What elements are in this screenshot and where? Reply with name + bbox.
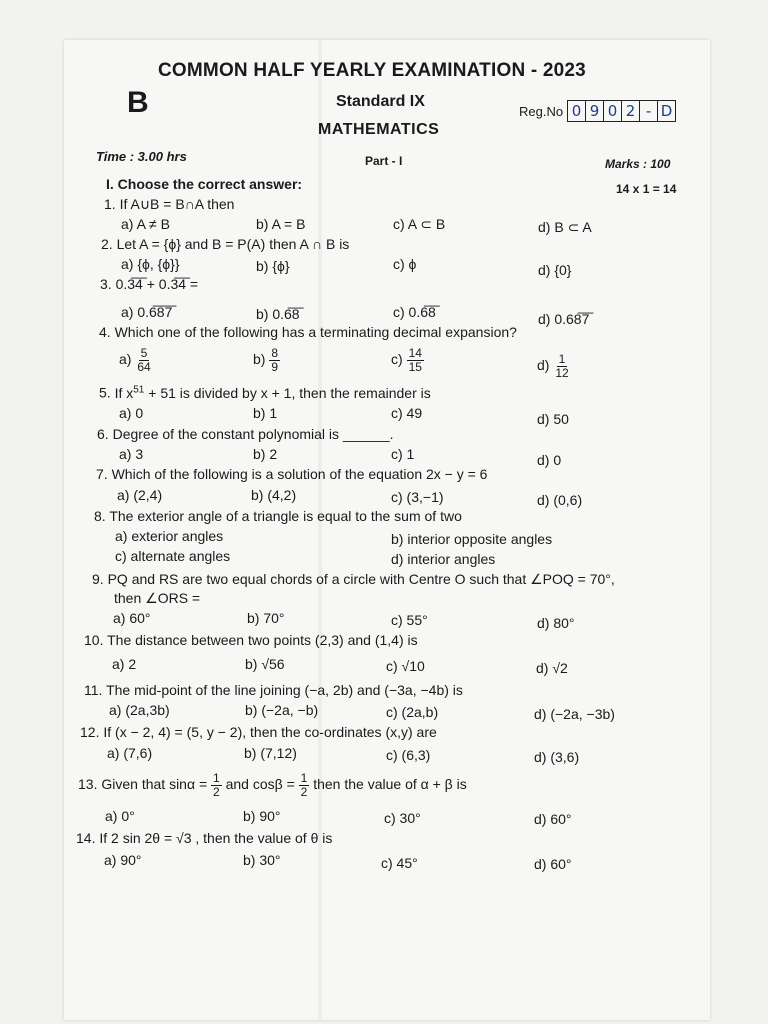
option-b: b) 30° [243, 852, 281, 868]
option-label: a) [119, 351, 132, 368]
question-text: Which one of the following has a terminating decimal expansion? [114, 324, 517, 340]
option-d: d) B ⊂ A [538, 219, 592, 235]
option-b: b) √56 [245, 656, 285, 672]
option-d: d) 50 [537, 411, 569, 427]
marks-label: Marks : 100 [605, 157, 671, 171]
option-a: a) (2,4) [117, 487, 163, 503]
option-b: b) (7,12) [244, 745, 297, 761]
option-d: d) interior angles [391, 551, 496, 567]
question-text: The mid-point of the line joining (−a, 2b) and (−3a, −4b) is [106, 682, 463, 698]
option-a: a) exterior angles [115, 528, 224, 544]
question-number: 6. [97, 426, 109, 442]
option-a: a) (2a,3b) [109, 702, 170, 718]
question-number: 8. [94, 508, 106, 524]
question-3 [100, 276, 198, 292]
option-a: a) {ϕ, {ϕ}} [121, 256, 180, 272]
question-5 [99, 384, 431, 401]
question-text: Let A = {ϕ} and B = P(A) then A ∩ B is [116, 236, 350, 252]
option-c: c) (3,−1) [391, 489, 444, 505]
option-c: c) 49 [391, 405, 423, 421]
question-number: 2. [101, 236, 113, 252]
option-c: c) √10 [386, 658, 425, 674]
question-7 [96, 466, 487, 482]
exam-title: COMMON HALF YEARLY EXAMINATION - 2023 [158, 60, 586, 81]
question-text: PQ and RS are two equal chords of a circle with Centre O such that ∠POQ = 70°, [107, 571, 615, 587]
option-b: b) 2 [253, 446, 278, 462]
reg-digit: 2 [622, 101, 640, 121]
question-set-label: B [127, 86, 149, 119]
question-9 [92, 571, 615, 588]
question-number: 7. [96, 466, 108, 482]
reg-no-boxes [567, 100, 676, 122]
question-number: 10. [84, 632, 104, 648]
denominator: 12 [555, 366, 569, 380]
option-c: c) (2a,b) [386, 704, 439, 720]
option-b: b) 70° [247, 610, 285, 626]
reg-digit: 0 [568, 101, 586, 121]
question-14 [76, 830, 332, 846]
denominator: 64 [137, 360, 151, 374]
reg-digit: D [660, 102, 673, 120]
paper-crease [318, 40, 322, 1020]
question-number: 14. [76, 830, 96, 846]
question-number: 3. [100, 276, 112, 292]
option-c: c) 1 [391, 446, 415, 462]
option-b: b) 90° [243, 808, 281, 824]
option-b: b) 0.6̅8̅ [256, 306, 300, 322]
option-d: d) (−2a, −3b) [534, 706, 615, 722]
numerator: 8 [271, 346, 279, 360]
option-a: a) (7,6) [107, 745, 153, 761]
option-b [253, 347, 280, 374]
numerator: 1 [213, 771, 220, 785]
question-text: If 2 sin 2θ = √3 , then the value of θ is [99, 830, 333, 846]
option-b: b) {ϕ} [256, 258, 290, 274]
standard-label: Standard IX [336, 93, 425, 110]
option-label: d) [537, 357, 550, 374]
option-c: c) 55° [391, 612, 428, 628]
question-text: If A∪B = B∩A then [119, 196, 235, 212]
option-c: c) 0.6̅8̅ [393, 304, 436, 320]
option-b: b) (4,2) [251, 487, 297, 503]
subject-title: MATHEMATICS [318, 121, 440, 138]
fraction [135, 347, 152, 374]
option-b: b) 1 [253, 405, 278, 421]
question-text: The exterior angle of a triangle is equal to the sum of two [109, 508, 462, 524]
question-number: 1. [104, 196, 116, 212]
question-10 [84, 632, 418, 648]
section-marks: 14 x 1 = 14 [616, 182, 677, 196]
question-6 [97, 426, 394, 442]
option-d: d) {0} [538, 262, 572, 278]
option-d: d) √2 [536, 660, 568, 676]
numerator: 1 [558, 352, 566, 366]
option-c: c) 30° [384, 810, 421, 826]
numerator: 1 [300, 771, 308, 785]
time-label: Time : 3.00 hrs [96, 149, 187, 164]
question-text: The distance between two points (2,3) and (1,4) is [107, 632, 418, 648]
option-d: d) (0,6) [537, 492, 583, 508]
exponent: 51 [133, 384, 145, 395]
question-number: 11. [84, 682, 103, 698]
numerator: 5 [140, 346, 148, 360]
option-d: d) (3,6) [534, 749, 580, 765]
option-a: a) A ≠ B [121, 216, 170, 232]
option-d: d) 60° [534, 856, 572, 872]
question-number: 4. [99, 324, 111, 340]
option-d: d) 0.68̅7̅ [538, 311, 590, 327]
option-d [537, 353, 571, 380]
fraction [211, 772, 222, 799]
option-c: c) alternate angles [115, 548, 231, 564]
question-8 [94, 508, 462, 524]
option-c: c) (6,3) [386, 747, 431, 763]
question-number: 13. [78, 776, 98, 793]
reg-no-label: Reg.No [519, 103, 564, 119]
text-part: + 51 is divided by x + 1, then the remainder is [144, 384, 431, 401]
question-11 [84, 682, 463, 698]
reg-digit: 9 [586, 101, 604, 121]
option-c: c) 45° [381, 855, 418, 871]
numerator: 14 [408, 346, 422, 360]
option-b: b) interior opposite angles [391, 531, 553, 547]
question-12 [80, 724, 437, 740]
question-13 [78, 772, 467, 799]
section-title: I. Choose the correct answer: [106, 176, 303, 192]
option-c [391, 347, 424, 374]
question-1 [104, 196, 234, 213]
question-9-continued: then ∠ORS = [114, 590, 201, 606]
option-a: a) 60° [113, 610, 151, 626]
question-text-b: and cosβ = [225, 776, 295, 793]
question-text-c: then the value of α + β is [313, 776, 467, 793]
option-label: b) [253, 351, 266, 368]
option-b: b) A = B [256, 216, 306, 232]
question-text: Degree of the constant polynomial is ______. [112, 426, 394, 442]
reg-no-field [519, 100, 676, 122]
question-number: 12. [80, 724, 100, 740]
question-text: If (x − 2, 4) = (5, y − 2), then the co-ordinates (x,y) are [103, 724, 437, 740]
reg-digit: 0 [604, 101, 622, 121]
denominator: 15 [408, 360, 422, 374]
fraction [407, 347, 424, 374]
question-4 [99, 324, 517, 340]
option-d: d) 80° [537, 615, 575, 631]
option-c: c) A ⊂ B [393, 216, 446, 232]
option-a: a) 0.6̅8̅7̅ [121, 304, 173, 320]
option-a: a) 90° [104, 852, 142, 868]
question-number: 9. [92, 571, 104, 587]
option-a [119, 347, 153, 374]
option-b: b) (−2a, −b) [245, 702, 319, 718]
option-a: a) 3 [119, 446, 144, 462]
fraction [299, 772, 310, 799]
fraction [553, 353, 570, 380]
denominator: 9 [271, 360, 279, 374]
question-text [115, 385, 431, 401]
denominator: 2 [300, 785, 308, 799]
question-text-a: Given that sinα = [101, 776, 208, 793]
question-text: Which of the following is a solution of the equation 2x − y = 6 [111, 466, 488, 482]
question-number: 5. [99, 384, 111, 401]
question-text: 0.3̅4̅ + 0.3̅4̅ = [115, 276, 199, 292]
option-a: a) 0 [119, 405, 144, 421]
question-2 [101, 236, 349, 252]
option-d: d) 0 [537, 452, 562, 468]
option-d: d) 60° [534, 811, 572, 827]
text-part: If x [114, 384, 134, 401]
option-a: a) 2 [112, 656, 137, 672]
part-label: Part - I [365, 154, 403, 168]
option-a: a) 0° [105, 808, 135, 824]
option-label: c) [391, 351, 403, 368]
denominator: 2 [213, 785, 220, 799]
option-c: c) ϕ [393, 256, 417, 272]
reg-digit: - [640, 101, 658, 121]
fraction [269, 347, 280, 374]
